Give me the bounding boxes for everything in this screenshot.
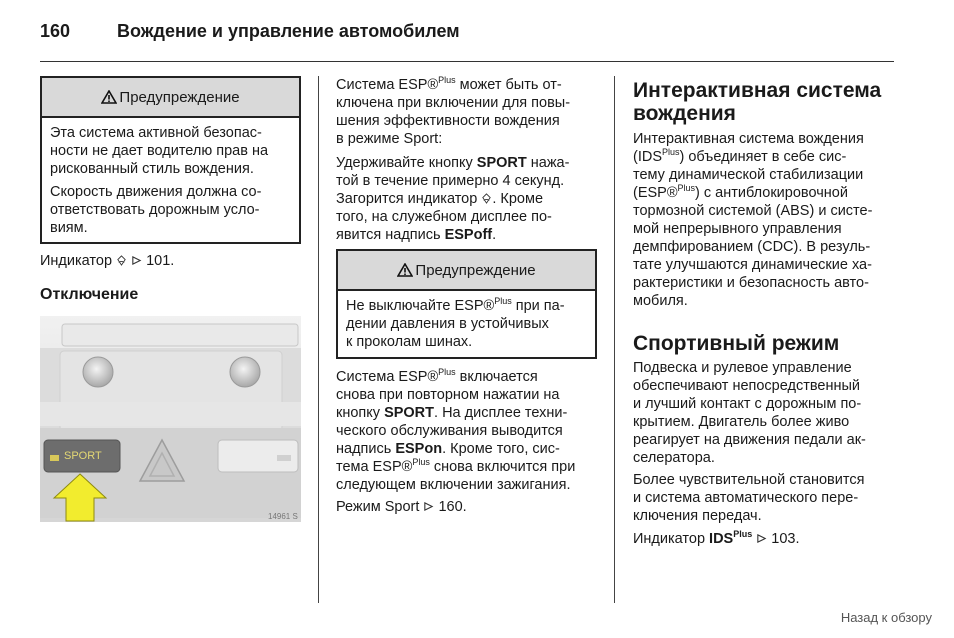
warning-text-2: Скорость движения должна со- ответствовать дорожным усло- виям. (50, 184, 262, 236)
text-segment: нажа- той в течение примерно 4 секунд. Загорится индикатор (336, 155, 570, 207)
right-paragraph-2: Подвеска и рулевое управление обеспечивают непосредственный и лучший контакт с дорожным по- крытием. Двигатель более живо реагирует на движения педали ак- селератора. (633, 360, 866, 466)
plus-superscript: Plus (438, 367, 456, 378)
text-segment: Система ESP® (336, 77, 439, 93)
text-segment: может быть от- ключена при включении для повы- шения эффективности вождения в режиме Sport: (336, 77, 571, 147)
column-divider-2 (614, 76, 615, 603)
column-divider-1 (318, 76, 319, 603)
plus-superscript: Plus (438, 75, 456, 86)
plus-superscript: Plus (677, 183, 696, 194)
warning-title: Предупреждение (415, 261, 536, 279)
text-segment: включается снова при повторном нажатии на кнопку (336, 369, 560, 421)
page-ref-arrow-icon (131, 255, 142, 266)
section-heading-ids: Интерактивная система вождения (633, 79, 882, 125)
warning-triangle-icon (397, 263, 413, 277)
sport-button-figure (40, 316, 301, 522)
dashboard-illustration (40, 316, 301, 522)
ids-indicator-reference (633, 530, 800, 548)
middle-paragraph-3 (336, 368, 606, 494)
text-segment: . (492, 227, 497, 243)
text-segment: при па- дении давления в устойчивых к проколам шинах. (346, 298, 565, 350)
warning-text (346, 297, 587, 351)
page-title: Вождение и управление автомобилем (117, 21, 460, 41)
warning-box-2 (336, 249, 597, 359)
warning-box-1 (40, 76, 301, 244)
esp-indicator-icon (116, 255, 127, 266)
warning-text-1: Эта система активной безопас- ности не дает водителю прав на рискованный стиль вождения. (50, 125, 269, 177)
text-segment: . Кроме того, сис- тема ESP® (336, 441, 560, 475)
text-segment: Не выключайте ESP® (346, 298, 495, 314)
page-number: 160 (40, 21, 71, 41)
text-segment: ) объединяет в себе сис- тему динамической стабилизации (ESP® (633, 149, 864, 201)
middle-paragraph-2 (336, 154, 606, 244)
sport-mode-reference (336, 498, 467, 516)
espon-label: ESPon (395, 441, 443, 457)
page-ref-arrow-icon (756, 533, 767, 544)
warning-header (42, 78, 299, 118)
sport-button-label: SPORT (64, 450, 102, 462)
espoff-label: ESPoff (444, 227, 493, 243)
figure-code: 14961 S (268, 512, 298, 521)
sport-button-name: SPORT (476, 155, 527, 171)
text-segment: . Кроме того, на служебном дисплее по- явится надпись (336, 191, 552, 243)
indicator-page-ref[interactable]: 101. (146, 253, 175, 269)
indicator-line (40, 252, 174, 270)
indicator-label: Индикатор (40, 253, 113, 269)
ids-label: IDS (709, 531, 734, 547)
esp-indicator-icon (481, 193, 492, 204)
plus-superscript: Plus (412, 457, 430, 468)
warning-header (338, 251, 595, 291)
warning-title: Предупреждение (119, 88, 240, 106)
right-paragraph-1 (633, 130, 903, 310)
sport-button-name: SPORT (384, 405, 435, 421)
plus-superscript: Plus (494, 296, 512, 307)
page-ref-link[interactable]: 160. (438, 499, 467, 515)
plus-superscript: Plus (733, 529, 753, 540)
back-to-overview-link[interactable]: Назад к обзору (840, 610, 932, 625)
text-segment: Система ESP® (336, 369, 439, 385)
plus-superscript: Plus (662, 147, 680, 158)
middle-paragraph-1 (336, 76, 606, 148)
section-heading-sport-mode: Спортивный режим (633, 332, 840, 355)
text-segment: Удерживайте кнопку (336, 155, 477, 171)
section-heading-disable: Отключение (40, 286, 139, 303)
header-divider (40, 61, 894, 62)
text-segment: Режим Sport (336, 499, 420, 515)
right-paragraph-3: Более чувствительной становится и система автоматического пере- ключения передач. (633, 472, 865, 524)
text-segment: Индикатор (633, 531, 710, 547)
text-segment: снова включится при следующем включении зажигания. (336, 459, 576, 493)
warning-triangle-icon (101, 90, 117, 104)
text-segment: Интерактивная система вождения (IDS (633, 131, 864, 165)
text-segment: . На дисплее техни- ческого обслуживания выводится надпись (336, 405, 568, 457)
page-ref-link[interactable]: 103. (771, 531, 800, 547)
text-segment: ) с антиблокировочной тормозной системой (ABS) и систе- мой непрерывного управления демпфированием (CDC). В резуль- тате улучшаются динамические ха- рактеристики и безопасность авто- мобиля. (633, 185, 873, 309)
page-ref-arrow-icon (423, 501, 434, 512)
